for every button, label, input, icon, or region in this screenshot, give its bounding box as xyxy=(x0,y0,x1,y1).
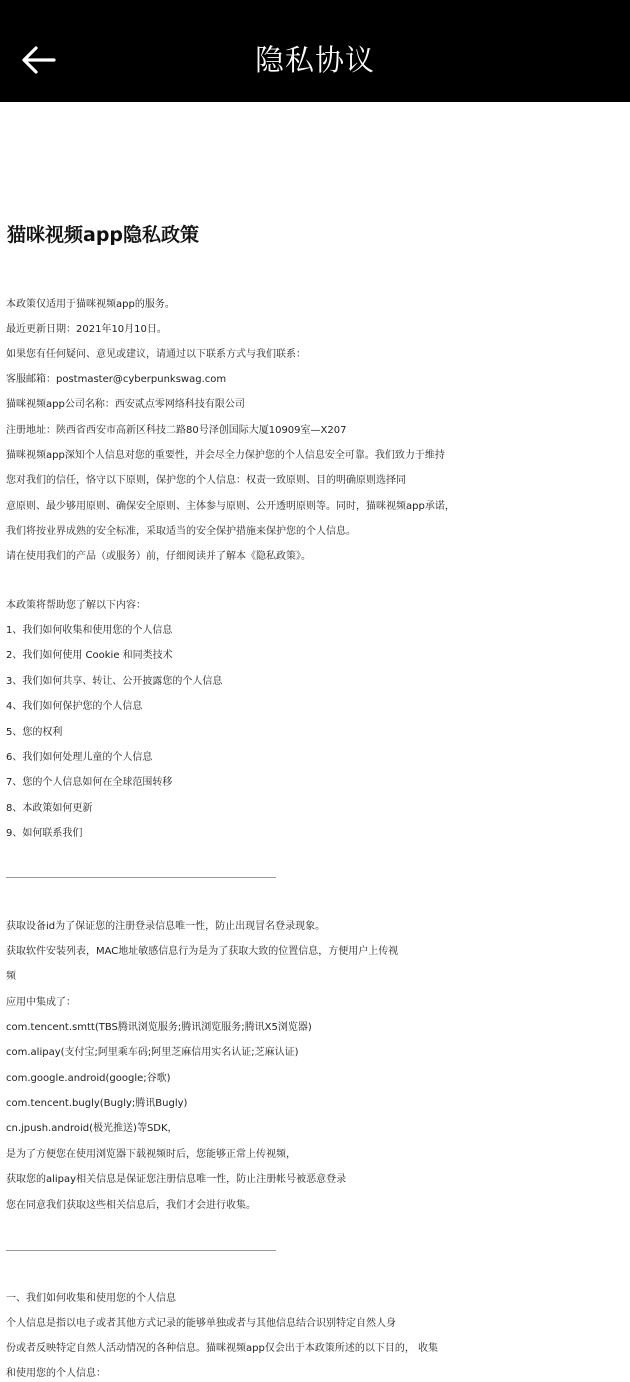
registered-address: 注册地址：陕西省西安市高新区科技二路80号泽创国际大厦10909室—X207 xyxy=(6,425,347,436)
toc-item: 7、您的个人信息如何在全球范围转移 xyxy=(6,777,173,788)
policy-paragraph: 获取设备id为了保证您的注册登录信息唯一性，防止出现冒名登录现象。 xyxy=(6,921,326,932)
divider xyxy=(6,1250,276,1251)
policy-paragraph: 本政策仅适用于猫咪视频app的服务。 xyxy=(6,299,175,310)
policy-paragraph: 最近更新日期：2021年10月10日。 xyxy=(6,324,167,335)
toc-item: 6、我们如何处理儿童的个人信息 xyxy=(6,752,153,763)
policy-paragraph: 猫咪视频app深知个人信息对您的重要性，并会尽全力保护您的个人信息安全可靠。我们致力于维持 xyxy=(6,450,445,461)
toc-item: 3、我们如何共享、转让、公开披露您的个人信息 xyxy=(6,676,223,687)
top-app-bar xyxy=(0,0,630,102)
policy-paragraph: 是为了方便您在使用浏览器下载视频时后，您能够正常上传视频， xyxy=(6,1149,296,1160)
policy-paragraph: 和使用您的个人信息： xyxy=(6,1368,106,1379)
sdk-item: com.tencent.bugly(Bugly;腾讯Bugly) xyxy=(6,1098,188,1109)
divider xyxy=(6,877,276,878)
toc-item: 5、您的权利 xyxy=(6,727,63,738)
policy-paragraph: 份或者反映特定自然人活动情况的各种信息。猫咪视频app仅会出于本政策所述的以下目的， 收集 xyxy=(6,1343,439,1354)
policy-paragraph: 请在使用我们的产品（或服务）前，仔细阅读并了解本《隐私政策》。 xyxy=(6,551,311,562)
policy-paragraph: 获取软件安装列表，MAC地址敏感信息行为是为了获取大致的位置信息，方便用户上传视 xyxy=(6,946,399,957)
page-title: 隐私协议 xyxy=(254,43,375,77)
sdk-item: cn.jpush.android(极光推送)等SDK， xyxy=(6,1123,178,1134)
policy-paragraph: 我们将按业界成熟的安全标准，采取适当的安全保护措施来保护您的个人信息。 xyxy=(6,526,356,537)
policy-paragraph: 如果您有任何疑问、意见或建议，请通过以下联系方式与我们联系： xyxy=(6,349,306,360)
document-title: 猫咪视频app隐私政策 xyxy=(7,224,200,246)
toc-heading: 本政策将帮助您了解以下内容： xyxy=(6,600,146,611)
policy-paragraph: 您对我们的信任，恪守以下原则，保护您的个人信息：权责一致原则、目的明确原则选择同 xyxy=(6,475,406,486)
sdk-item: com.alipay(支付宝;阿里乘车码;阿里芝麻信用实名认证;芝麻认证) xyxy=(6,1047,299,1058)
policy-paragraph: 频 xyxy=(6,971,16,982)
toc-item: 4、我们如何保护您的个人信息 xyxy=(6,701,143,712)
policy-paragraph: 您在同意我们获取这些相关信息后，我们才会进行收集。 xyxy=(6,1200,256,1211)
policy-paragraph: 获取您的alipay相关信息是保证您注册信息唯一性，防止注册帐号被恶意登录 xyxy=(6,1174,347,1185)
toc-item: 8、本政策如何更新 xyxy=(6,803,93,814)
policy-paragraph: 应用中集成了： xyxy=(6,997,76,1008)
sdk-item: com.tencent.smtt(TBS腾讯浏览服务;腾讯浏览服务;腾讯X5浏览器) xyxy=(6,1022,312,1033)
company-name: 猫咪视频app公司名称：西安贰点零网络科技有限公司 xyxy=(6,399,245,410)
contact-email: 客服邮箱：postmaster@cyberpunkswag.com xyxy=(6,374,227,385)
section-heading: 一、我们如何收集和使用您的个人信息 xyxy=(6,1293,176,1304)
sdk-item: com.google.android(google;谷歌) xyxy=(6,1073,171,1084)
toc-item: 2、我们如何使用 Cookie 和同类技术 xyxy=(6,650,173,661)
toc-item: 1、我们如何收集和使用您的个人信息 xyxy=(6,625,173,636)
policy-paragraph: 意原则、最少够用原则、确保安全原则、主体参与原则、公开透明原则等。同时，猫咪视频app承诺， xyxy=(6,501,455,512)
toc-item: 9、如何联系我们 xyxy=(6,828,83,839)
policy-paragraph: 个人信息是指以电子或者其他方式记录的能够单独或者与其他信息结合识别特定自然人身 xyxy=(6,1318,396,1329)
